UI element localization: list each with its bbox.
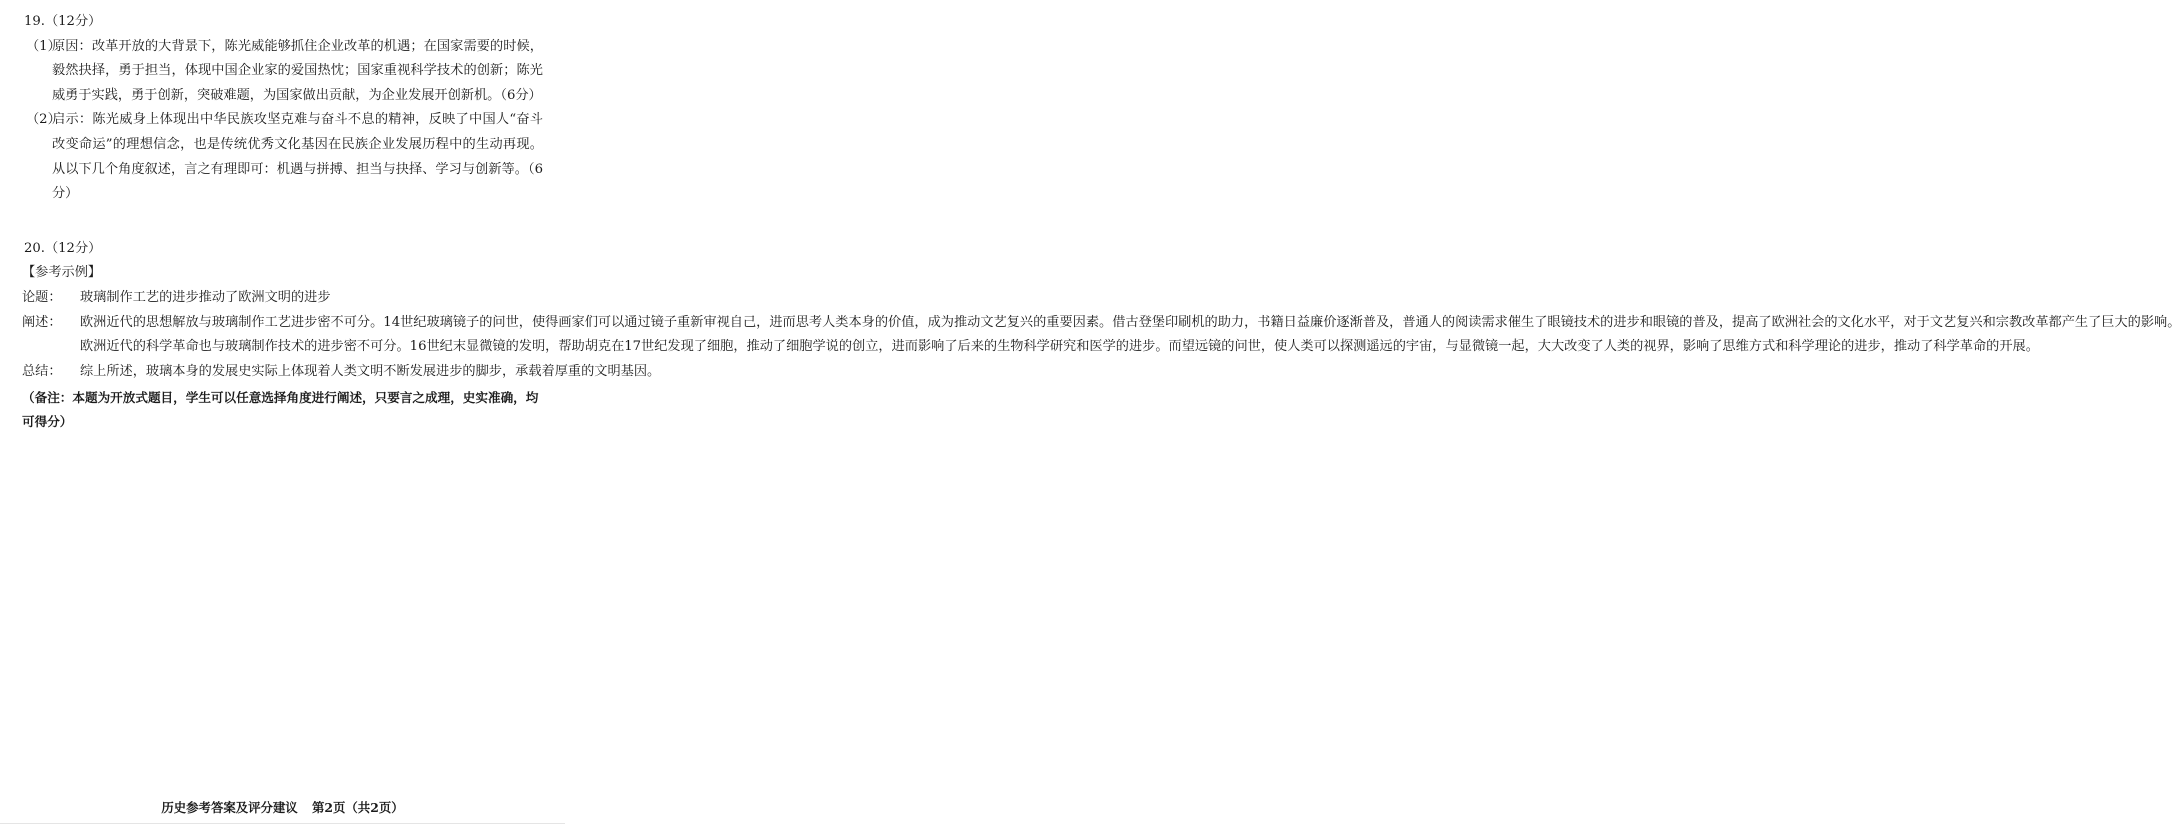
argument-label: 阐述： — [22, 314, 62, 330]
reference-example-label: 【参考示例】 — [22, 265, 102, 281]
q19-item-2-number: （2） — [26, 112, 61, 128]
question-19-title: 19.（12分） — [24, 14, 102, 29]
thesis-text: 玻璃制作工艺的进步推动了欧洲文明的进步 — [80, 289, 331, 305]
q19-item-1 — [22, 35, 543, 109]
thesis-row — [22, 286, 543, 311]
argument-paragraph-1: 欧洲近代的思想解放与玻璃制作工艺进步密不可分。14世纪玻璃镜子的问世，使得画家们可以通过镜子重新审视自己，进而思考人类本身的价值，成为推动文艺复兴的重要因素。借古登堡印刷机的助力，书籍日益廉价逐渐普及，普通人的阅读需求催生了眼镜技术的进步和眼镜的普及，提高了欧洲社会的文化水平，对于文艺复兴和宗教改革都产生了巨大的影响。 — [80, 314, 2180, 330]
q19-item-2 — [22, 108, 543, 206]
q19-item-1-text: 原因：改革开放的大背景下，陈光威能够抓住企业改革的机遇；在国家需要的时候，毅然抉择，勇于担当，体现中国企业家的爱国热忱；国家重视科学技术的创新；陈光威勇于实践，勇于创新，突破难题，为国家做出贡献，为企业发展开创新机。（6分） — [52, 38, 543, 103]
footer-doc-title: 历史参考答案及评分建议 — [161, 800, 298, 815]
argument-paragraph-2: 欧洲近代的科学革命也与玻璃制作技术的进步密不可分。16世纪末显微镜的发明，帮助胡克在17世纪发现了细胞，推动了细胞学说的创立，进而影响了后来的生物科学研究和医学的进步。而望远镜的问世，使人类可以探测遥远的宇宙，与显微镜一起，大大改变了人类的视界，影响了思维方式和科学理论的进步，推动了科学革命的开展。 — [80, 339, 2039, 355]
summary-label: 总结： — [22, 363, 62, 379]
question-20-title: 20.（12分） — [24, 240, 102, 256]
summary-text: 综上所述，玻璃本身的发展史实际上体现着人类文明不断发展进步的脚步，承载着厚重的文明基因。 — [80, 363, 661, 379]
grading-note: （备注：本题为开放式题目，学生可以任意选择角度进行阐述，只要言之成理，史实准确，均可得分） — [22, 390, 539, 430]
footer-page-info: 第2页（共2页） — [312, 800, 404, 815]
q19-item-1-number: （1） — [26, 38, 61, 54]
page-footer — [0, 798, 565, 816]
q19-item-2-text: 启示：陈光威身上体现出中华民族攻坚克难与奋斗不息的精神，反映了中国人“奋斗改变命运”的理想信念，也是传统优秀文化基因在民族企业发展历程中的生动再现。从以下几个角度叙述，言之有理即可：机遇与拼搏、担当与抉择、学习与创新等。（6分） — [52, 112, 543, 202]
argument-row — [22, 311, 2180, 360]
summary-row — [22, 360, 661, 385]
thesis-label: 论题： — [22, 289, 62, 305]
bottom-divider — [0, 823, 565, 824]
